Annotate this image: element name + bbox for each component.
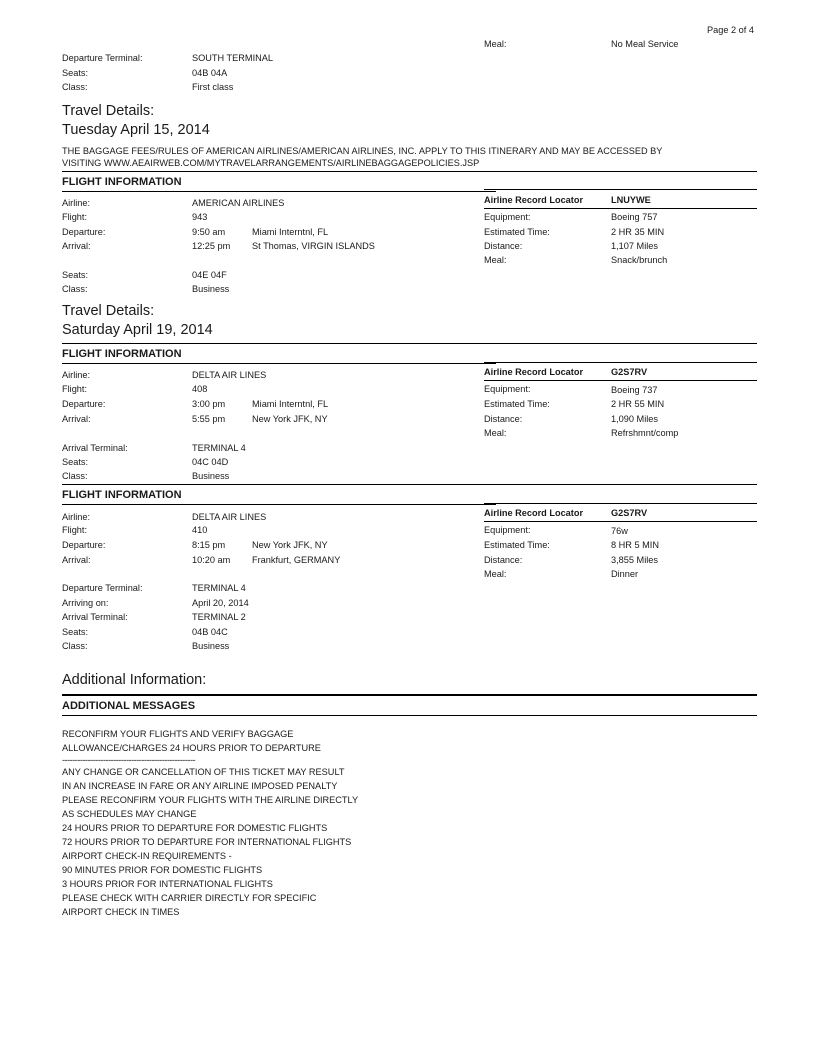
- divider: [484, 503, 757, 504]
- page-number: Page 2 of 4: [707, 25, 754, 35]
- travel-details-heading: Travel Details:: [62, 303, 155, 319]
- arrival-terminal-value: TERMINAL 4: [192, 443, 246, 453]
- message-line: PLEASE CHECK WITH CARRIER DIRECTLY FOR SPECIFIC: [62, 893, 317, 903]
- class-value: Business: [192, 284, 230, 294]
- flight-info-title: FLIGHT INFORMATION: [62, 489, 182, 501]
- meal-value: No Meal Service: [611, 39, 679, 49]
- class-value: Business: [192, 471, 230, 481]
- flight-number: 410: [192, 525, 208, 535]
- message-line: RECONFIRM YOUR FLIGHTS AND VERIFY BAGGAGE: [62, 729, 294, 739]
- message-separator: ----------------------------------------------------: [62, 755, 196, 765]
- distance-label: Distance:: [484, 241, 523, 251]
- class-label: Class:: [62, 82, 88, 92]
- departure-label: Departure:: [62, 540, 106, 550]
- arrival-label: Arrival:: [62, 555, 91, 565]
- arrival-terminal-label: Arrival Terminal:: [62, 612, 128, 622]
- equipment-value: Boeing 757: [611, 212, 658, 222]
- additional-messages-title: ADDITIONAL MESSAGES: [62, 700, 196, 712]
- seats-value: 04C 04D: [192, 457, 229, 467]
- divider: [484, 362, 757, 363]
- seats-label: Seats:: [62, 457, 89, 467]
- arrival-terminal-label: Arrival Terminal:: [62, 443, 128, 453]
- departure-city: New York JFK, NY: [252, 540, 328, 550]
- flight-number: 408: [192, 384, 208, 394]
- estimated-time-value: 8 HR 5 MIN: [611, 540, 659, 550]
- airline-label: Airline:: [62, 370, 91, 380]
- departure-time: 3:00 pm: [192, 399, 226, 409]
- divider: [62, 694, 757, 696]
- divider: [62, 171, 757, 172]
- message-line: IN AN INCREASE IN FARE OR ANY AIRLINE IMPOSED PENALTY: [62, 781, 338, 791]
- flight-label: Flight:: [62, 525, 88, 535]
- message-line: 72 HOURS PRIOR TO DEPARTURE FOR INTERNATIONAL FLIGHTS: [62, 837, 352, 847]
- arrival-time: 10:20 am: [192, 555, 231, 565]
- departure-time: 9:50 am: [192, 227, 226, 237]
- flight-info-title: FLIGHT INFORMATION: [62, 176, 182, 188]
- baggage-notice-line2: VISITING WWW.AEAIRWEB.COM/MYTRAVELARRANGEMENTS/AIRLINEBAGGAGEPOLICIES.JSP: [62, 158, 480, 168]
- departure-terminal-label: Departure Terminal:: [62, 53, 143, 63]
- equipment-label: Equipment:: [484, 525, 531, 535]
- distance-label: Distance:: [484, 555, 523, 565]
- departure-label: Departure:: [62, 227, 106, 237]
- departure-time: 8:15 pm: [192, 540, 226, 550]
- departure-terminal-value: TERMINAL 4: [192, 583, 246, 593]
- divider: [62, 343, 757, 344]
- record-locator-label: Airline Record Locator: [484, 367, 584, 377]
- seats-label: Seats:: [62, 270, 89, 280]
- arriving-on-label: Arriving on:: [62, 598, 109, 608]
- divider: [484, 189, 757, 190]
- message-line: AIRPORT CHECK IN TIMES: [62, 907, 180, 917]
- meal-value: Dinner: [611, 569, 639, 579]
- equipment-label: Equipment:: [484, 384, 531, 394]
- seats-value: 04B 04C: [192, 627, 228, 637]
- distance-label: Distance:: [484, 414, 523, 424]
- message-line: 90 MINUTES PRIOR FOR DOMESTIC FLIGHTS: [62, 865, 263, 875]
- departure-terminal-value: SOUTH TERMINAL: [192, 53, 273, 63]
- message-line: AS SCHEDULES MAY CHANGE: [62, 809, 197, 819]
- arriving-on-value: April 20, 2014: [192, 598, 249, 608]
- arrival-city: New York JFK, NY: [252, 414, 328, 424]
- record-locator-value: G2S7RV: [611, 508, 648, 518]
- estimated-time-label: Estimated Time:: [484, 540, 550, 550]
- seats-label: Seats:: [62, 627, 89, 637]
- travel-date: Tuesday April 15, 2014: [62, 122, 210, 138]
- record-locator-label: Airline Record Locator: [484, 195, 584, 205]
- class-label: Class:: [62, 284, 88, 294]
- equipment-value: 76w: [611, 526, 628, 536]
- departure-city: Miami Interntnl, FL: [252, 399, 329, 409]
- message-line: ANY CHANGE OR CANCELLATION OF THIS TICKET MAY RESULT: [62, 767, 345, 777]
- travel-date: Saturday April 19, 2014: [62, 322, 213, 338]
- class-label: Class:: [62, 471, 88, 481]
- estimated-time-label: Estimated Time:: [484, 399, 550, 409]
- arrival-label: Arrival:: [62, 414, 91, 424]
- airline-value: AMERICAN AIRLINES: [192, 198, 285, 208]
- meal-label: Meal:: [484, 428, 507, 438]
- meal-label: Meal:: [484, 39, 507, 49]
- arrival-terminal-value: TERMINAL 2: [192, 612, 246, 622]
- flight-label: Flight:: [62, 212, 88, 222]
- record-locator-label: Airline Record Locator: [484, 508, 584, 518]
- divider: [62, 484, 757, 485]
- arrival-label: Arrival:: [62, 241, 91, 251]
- flight-info-title: FLIGHT INFORMATION: [62, 348, 182, 360]
- divider: [484, 380, 757, 381]
- class-value: Business: [192, 641, 230, 651]
- message-line: 24 HOURS PRIOR TO DEPARTURE FOR DOMESTIC FLIGHTS: [62, 823, 328, 833]
- departure-label: Departure:: [62, 399, 106, 409]
- estimated-time-value: 2 HR 35 MIN: [611, 227, 665, 237]
- arrival-city: Frankfurt, GERMANY: [252, 555, 341, 565]
- divider: [62, 363, 496, 364]
- meal-value: Snack/brunch: [611, 255, 668, 265]
- arrival-time: 12:25 pm: [192, 241, 231, 251]
- message-line: 3 HOURS PRIOR FOR INTERNATIONAL FLIGHTS: [62, 879, 273, 889]
- distance-value: 1,090 Miles: [611, 414, 658, 424]
- airline-label: Airline:: [62, 198, 91, 208]
- departure-city: Miami Interntnl, FL: [252, 227, 329, 237]
- arrival-city: St Thomas, VIRGIN ISLANDS: [252, 241, 375, 251]
- seats-value: 04E 04F: [192, 270, 227, 280]
- distance-value: 1,107 Miles: [611, 241, 658, 251]
- message-line: AIRPORT CHECK-IN REQUIREMENTS -: [62, 851, 232, 861]
- baggage-notice-line1: THE BAGGAGE FEES/RULES OF AMERICAN AIRLINES/AMERICAN AIRLINES, INC. APPLY TO THIS ITINERARY AND MAY BE ACCESSED BY: [62, 146, 663, 156]
- airline-value: DELTA AIR LINES: [192, 370, 267, 380]
- meal-label: Meal:: [484, 255, 507, 265]
- equipment-value: Boeing 737: [611, 385, 658, 395]
- seats-value: 04B 04A: [192, 68, 228, 78]
- departure-terminal-label: Departure Terminal:: [62, 583, 143, 593]
- record-locator-value: LNUYWE: [611, 195, 651, 205]
- estimated-time-value: 2 HR 55 MIN: [611, 399, 665, 409]
- divider: [62, 191, 496, 192]
- airline-label: Airline:: [62, 512, 91, 522]
- travel-details-heading: Travel Details:: [62, 103, 155, 119]
- distance-value: 3,855 Miles: [611, 555, 658, 565]
- divider: [62, 504, 496, 505]
- additional-info-heading: Additional Information:: [62, 672, 207, 688]
- equipment-label: Equipment:: [484, 212, 531, 222]
- flight-number: 943: [192, 212, 208, 222]
- seats-label: Seats:: [62, 68, 89, 78]
- estimated-time-label: Estimated Time:: [484, 227, 550, 237]
- message-line: PLEASE RECONFIRM YOUR FLIGHTS WITH THE AIRLINE DIRECTLY: [62, 795, 359, 805]
- flight-label: Flight:: [62, 384, 88, 394]
- divider: [62, 715, 757, 716]
- class-label: Class:: [62, 641, 88, 651]
- divider: [484, 208, 757, 209]
- meal-value: Refrshmnt/comp: [611, 428, 679, 438]
- record-locator-value: G2S7RV: [611, 367, 648, 377]
- message-line: ALLOWANCE/CHARGES 24 HOURS PRIOR TO DEPARTURE: [62, 743, 321, 753]
- divider: [484, 521, 757, 522]
- class-value: First class: [192, 82, 234, 92]
- airline-value: DELTA AIR LINES: [192, 512, 267, 522]
- arrival-time: 5:55 pm: [192, 414, 226, 424]
- meal-label: Meal:: [484, 569, 507, 579]
